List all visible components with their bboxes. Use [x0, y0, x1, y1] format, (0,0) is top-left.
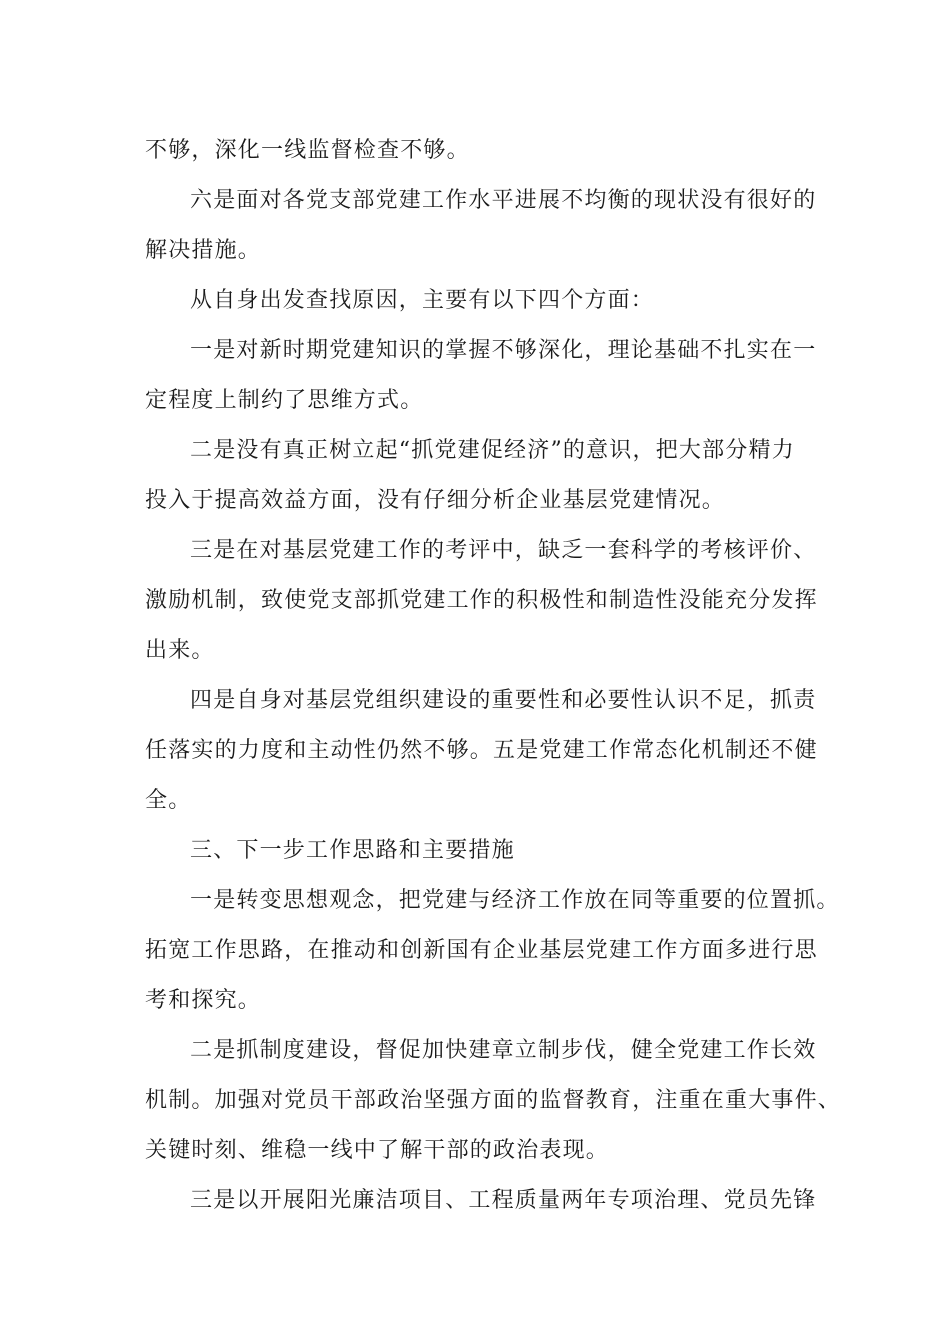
- paragraph-first-line: 六是面对各党支部党建工作水平进展不均衡的现状没有很好的: [190, 188, 817, 213]
- paragraph-first-line: 四是自身对基层党组织建设的重要性和必要性认识不足，抓责: [190, 688, 817, 713]
- paragraph-first-line: 一是对新时期党建知识的掌握不够深化，理论基础不扎实在一: [190, 338, 817, 363]
- section-heading: 三、下一步工作思路和主要措施: [190, 838, 515, 863]
- text-line: 任落实的力度和主动性仍然不够。五是党建工作常态化机制还不健: [145, 738, 818, 763]
- text-line: 关键时刻、维稳一线中了解干部的政治表现。: [145, 1138, 610, 1163]
- paragraph-first-line: 二是抓制度建设，督促加快建章立制步伐，健全党建工作长效: [190, 1038, 817, 1063]
- text-line: 解决措施。: [145, 238, 262, 263]
- text-line: 机制。加强对党员干部政治坚强方面的监督教育，注重在重大事件、: [145, 1088, 842, 1113]
- text-line: 全。: [145, 788, 192, 813]
- text-line: 激励机制，致使党支部抓党建工作的积极性和制造性没能充分发挥: [145, 588, 818, 613]
- paragraph-first-line: 一是转变思想观念，把党建与经济工作放在同等重要的位置抓。: [190, 888, 840, 913]
- text-line: 出来。: [145, 638, 215, 663]
- text-line: 投入于提高效益方面，没有仔细分析企业基层党建情况。: [145, 488, 726, 513]
- text-line: 考和探究。: [145, 988, 262, 1013]
- paragraph-first-line: 二是没有真正树立起“抓党建促经济”的意识，把大部分精力: [190, 438, 795, 463]
- paragraph-first-line: 从自身出发查找原因，主要有以下四个方面：: [190, 288, 655, 313]
- paragraph-first-line: 三是以开展阳光廉洁项目、工程质量两年专项治理、党员先锋: [190, 1188, 817, 1213]
- text-line: 拓宽工作思路，在推动和创新国有企业基层党建工作方面多进行思: [145, 938, 818, 963]
- text-line: 不够，深化一线监督检查不够。: [145, 138, 470, 163]
- text-line: 定程度上制约了思维方式。: [145, 388, 424, 413]
- paragraph-first-line: 三是在对基层党建工作的考评中，缺乏一套科学的考核评价、: [190, 538, 817, 563]
